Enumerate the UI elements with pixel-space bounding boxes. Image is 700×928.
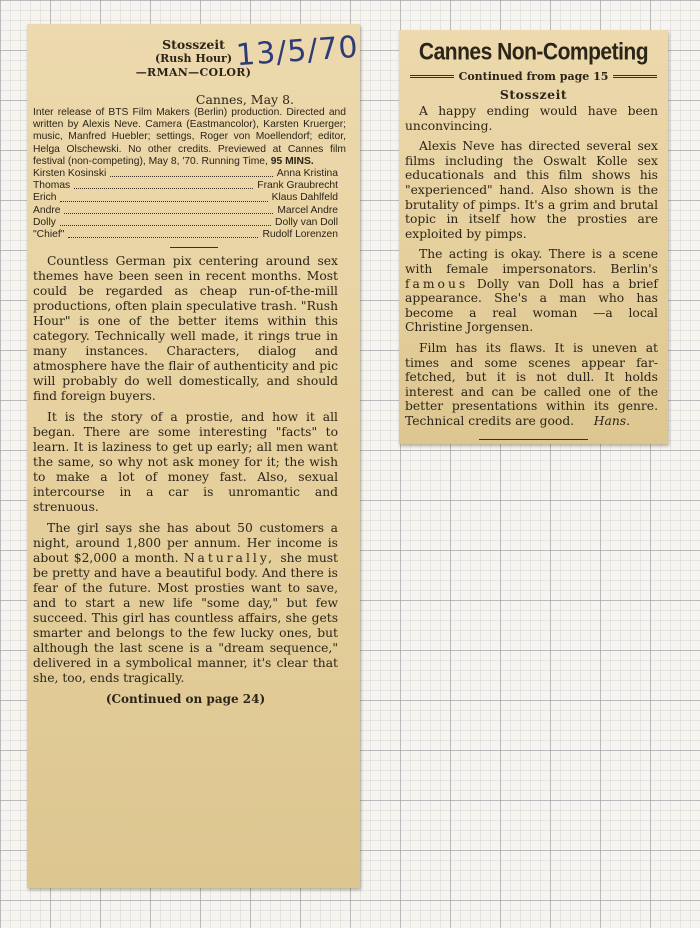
handwritten-date: 13/5/70	[234, 29, 360, 74]
cast-role: Erich	[33, 192, 57, 204]
cast-actor: Anna Kristina	[276, 168, 338, 180]
paragraph: The girl says she has about 50 customers a night, around 1,800 per annum. Her income is about $2,000 a month. Naturally, she must be pretty and have a beautiful body. And there is fear of the future. Most prosties want to save, and to start a new life "some day," but few succeed. This girl has countless affairs, she gets smarter and belongs to the few lucky ones, but although the last scene is a "dream sequence," delivered in a symbolical manner, it's clear that she, too, ends tragically.	[33, 521, 338, 686]
paragraph: A happy ending would have been unconvincing.	[405, 104, 658, 133]
cast-row	[27, 180, 360, 192]
cast-role: Dolly	[33, 216, 56, 228]
cast-row	[27, 205, 360, 217]
cast-list	[27, 168, 360, 241]
paragraph: It is the story of a prostie, and how it all began. There are some interesting "facts" to learn. It is laziness to get up early; all men want the same, so why not ask money for it; the wish to make a lot of money fast. Also, sexual intercourse in a car is unromantic and strenuous.	[33, 410, 338, 515]
credits-block	[27, 107, 360, 168]
cast-row	[27, 229, 360, 241]
paragraph: Alexis Neve has directed several sex films including the Oswalt Kolle sex educationals and this film shows his "experienced" hand. Also shown is the brutality of pimps. It's a grim and brutal topic in itself how the prosties are exploited by pimps.	[405, 139, 658, 241]
cast-actor: Rudolf Lorenzen	[262, 229, 338, 241]
cast-actor: Marcel Andre	[277, 204, 338, 216]
section-title: Cannes Non-Competing	[418, 38, 649, 66]
cast-actor: Klaus Dahlfeld	[271, 192, 338, 204]
review-clipping-continuation	[399, 30, 668, 444]
review-meta: —RMAN—COLOR)	[135, 66, 252, 79]
continuation-body	[399, 102, 668, 428]
cast-role: "Chief"	[33, 229, 65, 241]
spaced-word: Naturally,	[183, 551, 276, 566]
cast-row	[27, 192, 360, 204]
cast-actor: Frank Graubrecht	[257, 180, 338, 192]
paragraph: The acting is okay. There is a scene with female impersonators. Berlin's famous Dolly van Doll has a brief appearance. She's a man who has become a real woman —a local Christine Jorgensen.	[405, 247, 658, 335]
running-time: 95 MINS.	[270, 155, 314, 167]
cast-role: Kirsten Kosinski	[33, 168, 107, 180]
continued-from: Continued from page 15	[399, 70, 668, 83]
continued-note: (Continued on page 24)	[105, 692, 266, 707]
cast-role: Andre	[33, 204, 61, 216]
cast-actor: Dolly van Doll	[275, 216, 338, 228]
spaced-word: famous	[405, 276, 469, 291]
credits-text: Inter release of BTS Film Makers (Berlin) production. Directed and written by Alexis Neve. Camera (Eastmancolor), Karsten Kruerger; music, Manfred Huebler; settings, Roger von Moellendorf; editor, Helga Olschewski. No other credits. Previewed at Cannes film festival (non-competing), May 8, '70. Running Time,	[33, 107, 346, 167]
divider	[170, 247, 218, 248]
review-clipping-main	[27, 24, 360, 888]
cast-role: Thomas	[33, 180, 71, 192]
paragraph: Countless German pix centering around sex themes have been seen in recent months. Most could be regarded as cheap run-of-the-mill productions, often plain speculative trash. "Rush Hour" is one of the better items within this category. Technically well made, it rings true in many instances. Characters, dialog and atmosphere have the flair of authenticity and pic will probably do well domestically, and should find foreign buyers.	[33, 254, 338, 404]
cast-row	[27, 217, 360, 229]
review-body	[27, 254, 360, 707]
reviewer-signature: Hans.	[593, 413, 630, 428]
continuation-subtitle: Stosszeit	[499, 87, 568, 102]
dateline: Cannes, May 8.	[195, 92, 294, 107]
review-subtitle: (Rush Hour)	[154, 52, 233, 65]
cast-row	[27, 168, 360, 180]
divider	[479, 439, 588, 440]
review-title: Stosszeit	[162, 37, 225, 52]
paragraph: Film has its flaws. It is uneven at times and some scenes appear far-fetched, but it is not dull. It holds interest and can be called one of the better presentations within its genre. Technical credits are good. Hans.	[405, 340, 658, 428]
